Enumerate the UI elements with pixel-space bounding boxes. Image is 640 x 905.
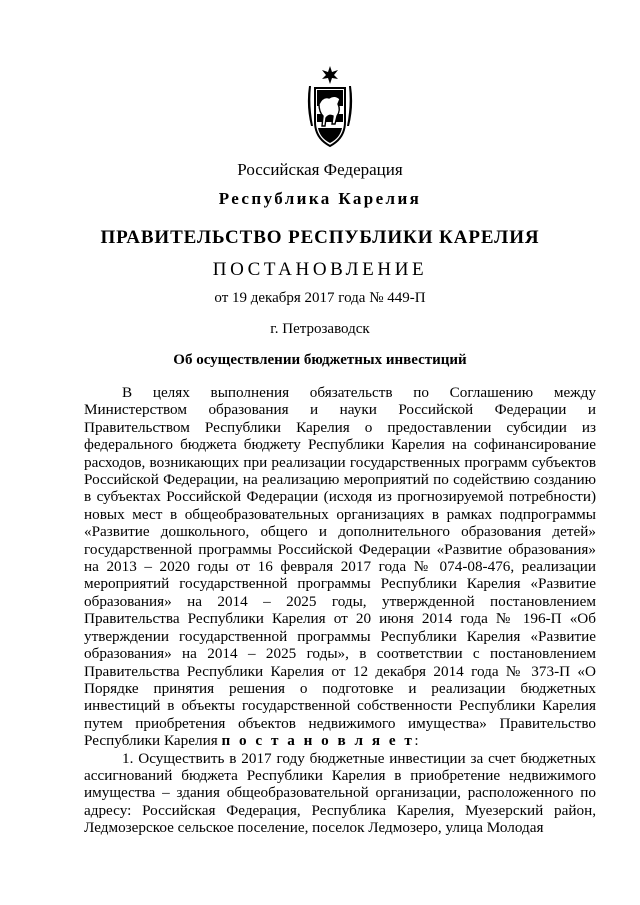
government-title: ПРАВИТЕЛЬСТВО РЕСПУБЛИКИ КАРЕЛИЯ (100, 227, 540, 248)
document-type: ПОСТАНОВЛЕНИЕ (212, 259, 428, 280)
republic-name: Республика Карелия (218, 189, 422, 208)
resolves-word: п о с т а н о в л я е т (221, 732, 415, 750)
document-date-number: от 19 декабря 2017 года № 449-П (214, 290, 426, 306)
coat-of-arms-karelia-icon (307, 66, 353, 148)
resolves-colon: : (414, 732, 419, 750)
body-paragraph (84, 384, 596, 750)
paragraph-text: В целях выполнения обязательств по Соглашению между Министерством образования и науки Российской Федерации и Правительством Республики Карелия о предоставлении субсидии из федерального бюджета бюджету Республики Карелия на софинансирование расходов, возникающих при реализации государственных программ субъектов Российской Федерации, на реализацию мероприятий по содействию созданию в субъектах Российской Федерации (исходя из прогнозируемой потребности) новых мест в общеобразовательных организациях в рамках подпрограммы «Развитие дошкольного, общего и дополнительного образования детей» государственной программы Российской Федерации «Развитие образования» на 2013 – 2020 годы от 16 февраля 2017 года № 074-08-476, реализации мероприятий государственной программы Республики Карелия «Развитие образования» на 2014 – 2025 годы, утвержденной постановлением Правительства Республики Карелия от 20 июня 2014 года № 196-П «Об утверждении государственной программы Республики Карелия «Развитие образования» на 2014 – 2025 годы», в соответствии с постановлением Правительства Республики Карелия от 12 декабря 2014 года № 373-П «О Порядке принятия решения о подготовке и реализации бюджетных инвестиций в объекты государственной собственности Республики Карелия путем приобретения объектов недвижимого имущества» Правительство Республики Карелия (84, 384, 596, 750)
country-name: Российская Федерация (237, 160, 403, 179)
document-body (84, 384, 596, 837)
document-subject: Об осуществлении бюджетных инвестиций (173, 352, 467, 368)
body-paragraph: 1. Осуществить в 2017 году бюджетные инвестиции за счет бюджетных ассигнований бюджета Республики Карелия в приобретение недвижимого имущества – здания общеобразовательной организации, расположенного по адресу: Российская Федерация, Республика Карелия, Муезерский район, Ледмозерское сельское поселение, поселок Ледмозеро, улица Молодая (84, 749, 596, 837)
document-city: г. Петрозаводск (270, 321, 370, 337)
